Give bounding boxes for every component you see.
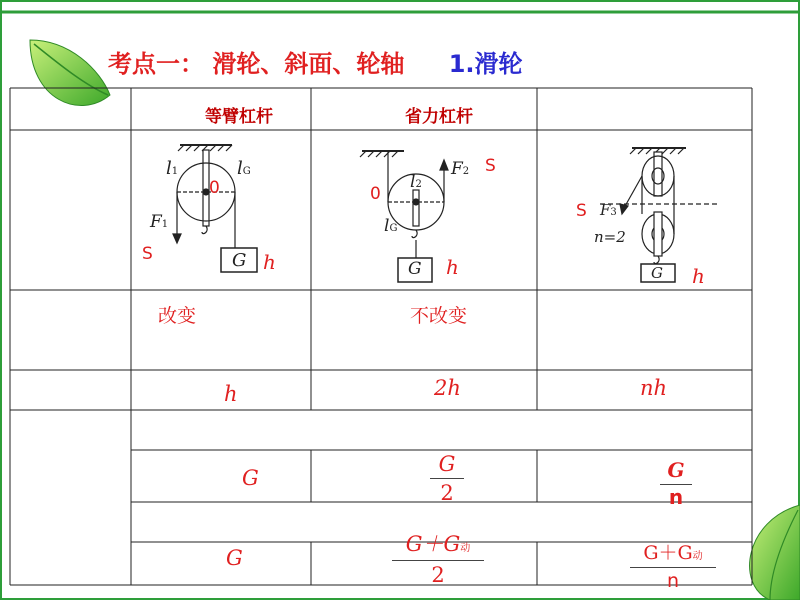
fixed-l1-label: l1: [166, 158, 179, 179]
ideal-force-fixed: G: [242, 466, 259, 490]
real-force-fixed: G: [226, 546, 243, 570]
title-section: 1.滑轮: [448, 50, 523, 78]
block-h-label: h: [692, 264, 705, 288]
movable-lg-label: lG: [384, 216, 398, 236]
slide-border: [1, 1, 799, 599]
block-s-label: S: [576, 201, 587, 221]
ideal-force-movable: G 2: [430, 452, 464, 505]
block-force-label: F3: [600, 201, 617, 219]
ideal-force-block: G n: [660, 458, 692, 497]
movable-force-label: F2: [451, 159, 470, 179]
fixed-s-label: S: [142, 244, 153, 264]
real-force-block: G＋G动 n: [630, 538, 716, 592]
movable-load-label: G: [408, 259, 422, 279]
header-force-saving-lever: 省力杠杆: [405, 107, 473, 127]
fixed-lg-label: lG: [237, 158, 251, 179]
direction-movable: 不改变: [410, 305, 468, 327]
movable-l2-label: l2: [410, 172, 422, 192]
fixed-pivot-label: 0: [209, 178, 220, 198]
title-main: 考点一： 滑轮、斜面、轮轴: [108, 50, 405, 78]
movable-h-label: h: [446, 255, 459, 279]
movable-pivot-label: 0: [370, 184, 381, 204]
header-equal-arm-lever: 等臂杠杆: [205, 107, 273, 127]
pulley-block-diagram: [600, 148, 720, 282]
real-force-movable: G＋G动 2: [392, 528, 484, 587]
direction-fixed: 改变: [158, 305, 197, 327]
distance-block: nh: [640, 376, 668, 400]
block-load-label: G: [651, 264, 663, 282]
table-grid: [10, 88, 752, 585]
movable-pulley-diagram: [360, 151, 448, 282]
fixed-load-label: G: [232, 250, 247, 271]
movable-s-label: S: [485, 156, 496, 176]
leaf-icon: [30, 40, 110, 106]
block-n-label: n=2: [594, 228, 626, 246]
distance-movable: 2h: [434, 376, 461, 400]
fixed-h-label: h: [263, 250, 276, 274]
corner-leaf-icon: [750, 505, 800, 600]
slide-title: [108, 44, 523, 79]
distance-fixed: h: [224, 382, 238, 406]
fixed-force-label: F1: [150, 212, 169, 232]
